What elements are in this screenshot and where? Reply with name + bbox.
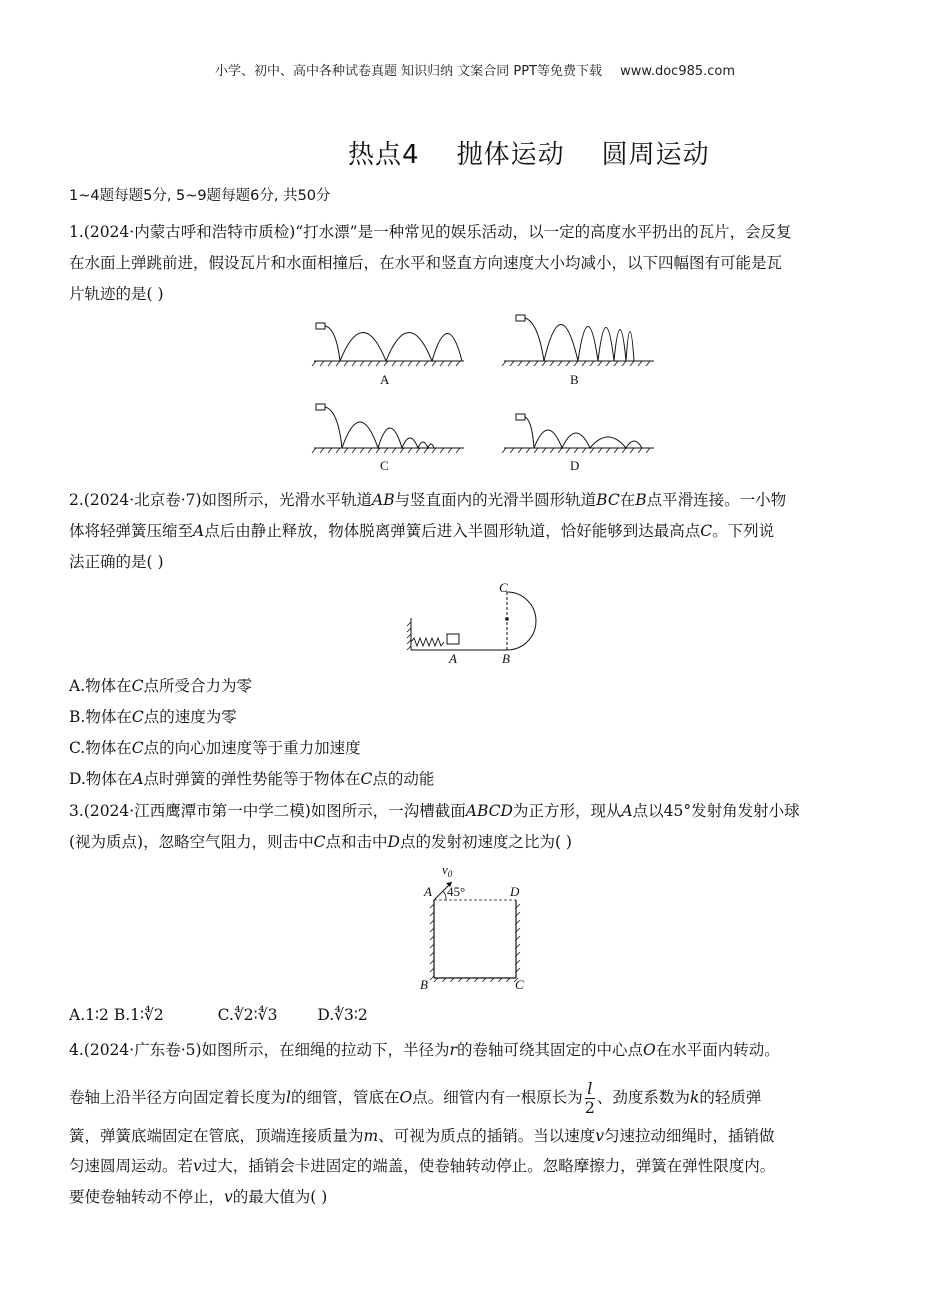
q3-option-a[interactable]: A.1∶2 [69, 1006, 109, 1024]
q1-label-c: C [380, 458, 389, 473]
q2-option-c[interactable]: C.物体在C点的向心加速度等于重力加速度 [69, 739, 361, 757]
q3-label-d: D [510, 884, 520, 899]
q1-label-d: D [570, 458, 580, 473]
q3-line1: 3.(2024·江西鹰潭市第一中学二模)如图所示，一沟槽截面ABCD为正方形，现从A点以45°发射角发射小球 [69, 802, 800, 820]
q4-line5: 要使卷轴转动不停止，v的最大值为( ) [69, 1188, 328, 1206]
q2-option-d[interactable]: D.物体在A点时弹簧的弹性势能等于物体在C点的动能 [69, 770, 435, 788]
q1-figure-c [310, 398, 480, 478]
score-info: 1~4题每题5分, 5~9题每题6分, 共50分 [69, 188, 331, 204]
fraction-l-over-2: $\frac{l}{2}$ [584, 1079, 595, 1117]
q3-label-c: C [515, 977, 524, 992]
q2-option-a[interactable]: A.物体在C点所受合力为零 [69, 677, 253, 695]
page-title: 热点4 抛体运动 圆周运动 [348, 140, 710, 170]
q1-figure-a [310, 312, 480, 392]
q3-label-a: A [424, 884, 432, 899]
q4-line4: 匀速圆周运动。若v过大，插销会卡进固定的端盖，使卷轴转动停止。忽略摩擦力，弹簧在弹性限度内。 [69, 1157, 776, 1175]
q2-line2: 体将轻弹簧压缩至A点后由静止释放，物体脱离弹簧后进入半圆形轨道，恰好能够到达最高点C。下列说 [69, 522, 775, 540]
q1-label-a: A [380, 372, 390, 387]
q2-label-b: B [502, 651, 510, 666]
q1-figure-d [500, 398, 670, 478]
q2-label-a: A [449, 651, 457, 666]
q2-line3: 法正确的是( ) [69, 553, 164, 571]
q3-option-d[interactable]: D.∜3∶2 [317, 1006, 368, 1024]
q3-figure [414, 860, 544, 992]
header-url[interactable]: www.doc985.com [620, 64, 736, 79]
header-text: 小学、初中、高中各种试卷真题 知识归纳 文案合同 PPT等免费下载 [214, 64, 602, 79]
q4-line1: 4.(2024·广东卷·5)如图所示，在细绳的拉动下，半径为r的卷轴可绕其固定的中心点O在水平面内转动。 [69, 1041, 780, 1059]
q2-option-b[interactable]: B.物体在C点的速度为零 [69, 708, 237, 726]
q3-label-angle: 45° [447, 884, 466, 899]
q3-option-c[interactable]: C.∜2∶∜3 [217, 1006, 278, 1024]
q2-line1: 2.(2024·北京卷·7)如图所示，光滑水平轨道AB与竖直面内的光滑半圆形轨道BC在B点平滑连接。一小物 [69, 491, 787, 509]
q1-line2: 在水面上弹跳前进，假设瓦片和水面相撞后，在水平和竖直方向速度大小均减小，以下四幅图有可能是瓦 [69, 254, 783, 272]
q3-label-v0: $v_0$ [442, 862, 453, 879]
q1-line1: 1.(2024·内蒙古呼和浩特市质检)“打水漂”是一种常见的娱乐活动，以一定的高度水平扔出的瓦片，会反复 [69, 223, 792, 241]
q4-line3: 簧，弹簧底端固定在管底，顶端连接质量为m、可视为质点的插销。当以速度v匀速拉动细绳时，插销做 [69, 1127, 775, 1145]
page-header [0, 60, 950, 79]
q4-line2: 卷轴上沿半径方向固定着长度为l的细管，管底在O点。细管内有一根原长为 $\frac{l}{2}$ 、劲度系数为k的轻质弹 [69, 1079, 762, 1117]
q3-option-b[interactable]: B.1∶∜2 [113, 1006, 164, 1024]
q2-figure [405, 578, 565, 670]
q2-label-c: C [499, 580, 508, 595]
q3-options [69, 1005, 368, 1025]
q3-line2: (视为质点)，忽略空气阻力，则击中C点和击中D点的发射初速度之比为( ) [69, 833, 572, 851]
q3-label-b: B [420, 977, 428, 992]
q1-figure-b [500, 312, 670, 392]
q1-line3: 片轨迹的是( ) [69, 285, 164, 303]
q1-label-b: B [570, 372, 579, 387]
